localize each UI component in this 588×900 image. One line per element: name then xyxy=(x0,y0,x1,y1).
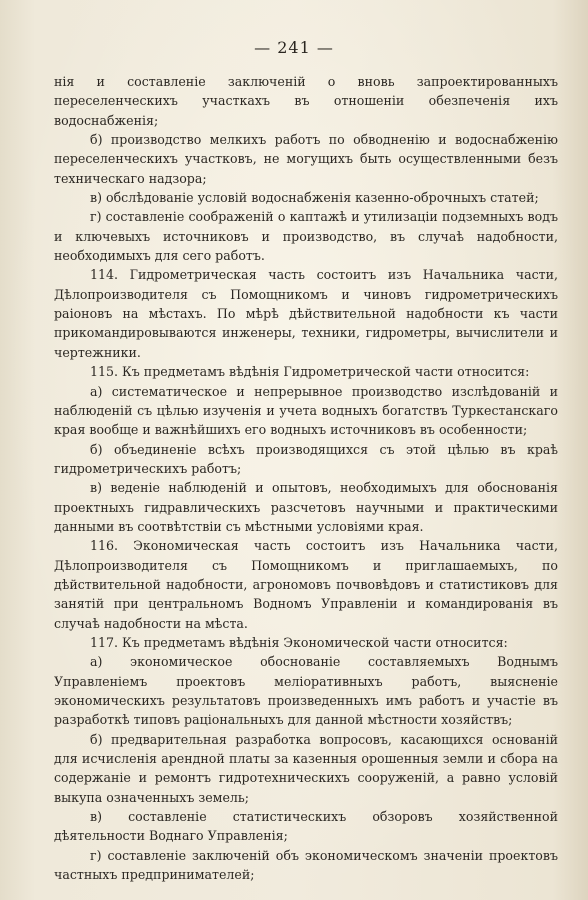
paragraph-item-v: в) обслѣдованіе условій водоснабженія казенно-оброчныхъ статей; xyxy=(90,190,539,206)
paragraph-117-item-b: б) предварительная разработка вопросовъ, касающихся основаній для исчисленія арендной платы за казенныя орошенныя земли и сбора на содержаніе и ремонтъ гидротехническихъ сооруженій, а равно условій выкупа означенныхъ земель; xyxy=(54,731,558,805)
body-text xyxy=(54,72,558,884)
paragraph-item-g: г) составленіе соображеній о каптажѣ и утилизаціи подземныхъ водъ и ключевыхъ источниковъ и производство, въ случаѣ надобности, необходимыхъ для сего работъ. xyxy=(54,209,558,264)
paragraph-117-item-a: а) экономическое обоснованіе составляемыхъ Воднымъ Управленіемъ проектовъ меліоративныхъ работъ, выясненіе экономическихъ результатовъ произведенныхъ имъ работъ и участіе въ разработкѣ типовъ раціональныхъ для данной мѣстности хозяйствъ; xyxy=(54,654,558,728)
paragraph-115-item-a: а) систематическое и непрерывное производство изслѣдованій и наблюденій съ цѣлью изученія и учета водныхъ богатствъ Туркестанскаго края вообще и важнѣйшихъ его водныхъ источниковъ въ особенности; xyxy=(54,383,558,438)
paragraph-117-item-g: г) составленіе заключеній объ экономическомъ значеніи проектовъ частныхъ предпринимателей; xyxy=(54,847,558,883)
paragraph-section-115: 115. Къ предметамъ вѣдѣнія Гидрометрической части относится: xyxy=(90,364,530,380)
paragraph-115-item-b: б) объединеніе всѣхъ производящихся съ этой цѣлью въ краѣ гидрометрическихъ работъ; xyxy=(54,441,558,476)
page-number: — 241 — xyxy=(254,38,334,57)
paragraph-continuation: нія и составленіе заключеній о вновь запроектированныхъ переселенческихъ участкахъ въ отношеніи обезпеченія ихъ водоснабженія; xyxy=(54,74,558,128)
paragraph-115-item-v: в) веденіе наблюденій и опытовъ, необходимыхъ для обоснованія проектныхъ гидравлическихъ разсчетовъ научными и практическими данными въ соотвѣтствіи съ мѣстными условіями края. xyxy=(54,480,558,534)
paragraph-117-item-v: в) составленіе статистическихъ обзоровъ хозяйственной дѣятельности Воднаго Управленія; xyxy=(54,809,558,844)
paragraph-section-114: 114. Гидрометрическая часть состоитъ изъ Начальника части, Дѣлопроизводителя съ Помощникомъ и чиновъ гидрометрическихъ раіоновъ на мѣстахъ. По мѣрѣ дѣйствительной надобности къ части прикомандировываются инженеры, техники, гидрометры, вычислители и чертежники. xyxy=(54,267,558,360)
paragraph-item-b: б) производство мелкихъ работъ по обводненію и водоснабженію переселенческихъ участковъ, не могущихъ быть осуществленными безъ техническаго надзора; xyxy=(54,132,558,186)
paragraph-section-116: 116. Экономическая часть состоитъ изъ Начальника части, Дѣлопроизводителя съ Помощникомъ и приглашаемыхъ, по дѣйствительной надобности, агрономовъ почвовѣдовъ и статистиковъ для занятій при центральномъ Водномъ Управленіи и командированія въ случаѣ надобности на мѣста. xyxy=(54,538,558,631)
paragraph-section-117: 117. Къ предметамъ вѣдѣнія Экономической части относится: xyxy=(90,634,508,650)
